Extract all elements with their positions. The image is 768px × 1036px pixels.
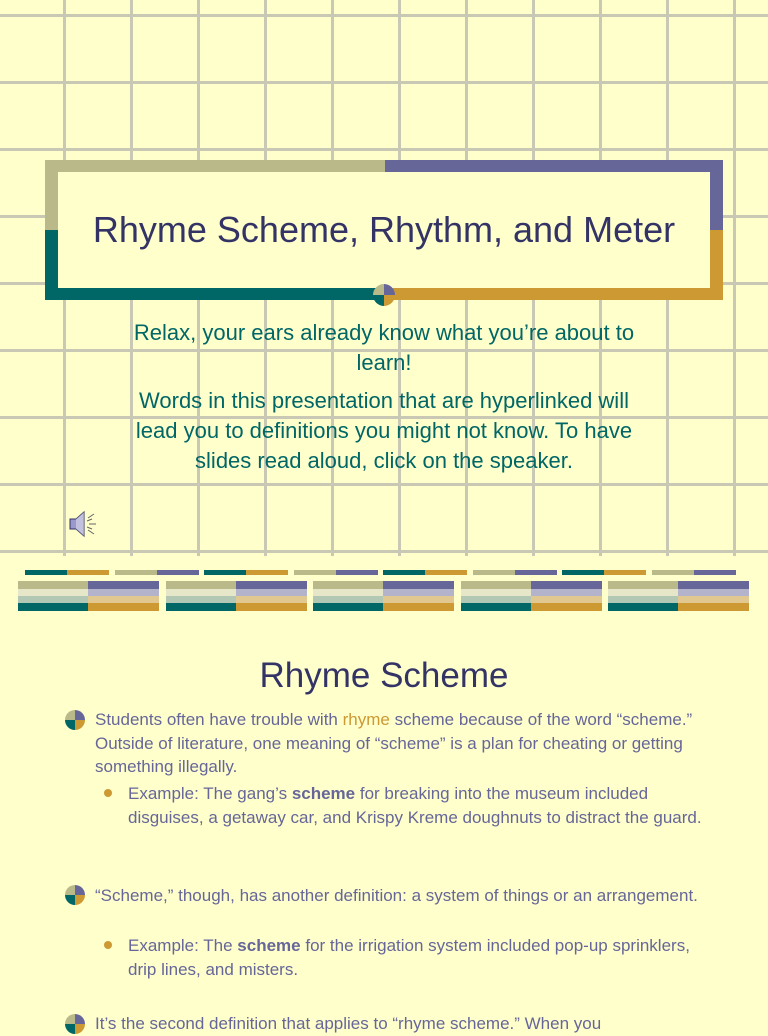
frame-bottom-right xyxy=(385,288,723,300)
bullet-icon xyxy=(65,885,85,905)
separator-dash xyxy=(115,570,157,575)
frame-bottom-left xyxy=(45,288,385,300)
separator-dash xyxy=(562,570,604,575)
paragraph-1 xyxy=(95,708,715,779)
separator-dash xyxy=(515,570,557,575)
bullet-icon xyxy=(65,710,85,730)
subtitle-line-1: Relax, your ears already know what you’re about to learn! xyxy=(133,320,635,375)
s2-text-rest: for the irrigation system included pop-up sprinklers, drip lines, and misters. xyxy=(128,936,690,979)
separator-dash xyxy=(694,570,736,575)
separator-dash xyxy=(336,570,378,575)
slide-2-title: Rhyme Scheme xyxy=(259,656,509,695)
separator-block xyxy=(18,581,159,611)
slide-title: Rhyme Scheme, Rhythm, and Meter xyxy=(92,209,676,250)
paragraph-3: It’s the second definition that applies to “rhyme scheme.” When you xyxy=(95,1014,602,1033)
bullet-icon xyxy=(65,1014,85,1034)
separator-dash xyxy=(473,570,515,575)
sub-paragraph-2 xyxy=(128,934,718,981)
sub-bullet-dot xyxy=(104,941,112,949)
s2-bold: scheme xyxy=(237,936,301,955)
sub-paragraph-1 xyxy=(128,782,718,829)
frame-left-top xyxy=(45,160,58,230)
s1-text-rest: for breaking into the museum included disguises, a getaway car, and Krispy Kreme doughnuts to distract the guard. xyxy=(128,784,702,827)
separator-dash xyxy=(25,570,67,575)
title-area xyxy=(58,172,710,288)
sub-bullet-dot xyxy=(104,789,112,797)
s2-text: Example: The xyxy=(128,936,238,955)
p1-text: Students often have trouble with xyxy=(95,710,343,729)
separator-dash xyxy=(204,570,246,575)
separator-dash xyxy=(157,570,199,575)
separator-dash xyxy=(294,570,336,575)
separator-block xyxy=(608,581,749,611)
frame-top-right xyxy=(385,160,723,172)
frame-right-top xyxy=(710,160,723,230)
separator-dash xyxy=(67,570,109,575)
separator-dash xyxy=(652,570,694,575)
paragraph-2: “Scheme,” though, has another definition: a system of things or an arrangement. xyxy=(95,886,698,905)
subtitle xyxy=(130,318,638,484)
frame-top-left xyxy=(45,160,385,172)
separator-block xyxy=(166,581,307,611)
frame-knot-icon xyxy=(373,284,395,306)
separator-block xyxy=(461,581,602,611)
separator-dash xyxy=(425,570,467,575)
separator-dash xyxy=(383,570,425,575)
separator-dash xyxy=(246,570,288,575)
speaker-icon[interactable] xyxy=(66,508,100,540)
p1-text-rest: scheme because of the word “scheme.” Outside of literature, one meaning of “scheme” is a plan for cheating or getting something illegally. xyxy=(95,710,693,776)
s1-text: Example: The gang’s xyxy=(128,784,292,803)
rhyme-link[interactable]: rhyme xyxy=(342,710,390,729)
s1-bold: scheme xyxy=(291,784,356,803)
subtitle-line-2: Words in this presentation that are hyperlinked will lead you to definitions you might not know. To have slides read aloud, click on the speaker. xyxy=(135,388,633,473)
separator-dash xyxy=(604,570,646,575)
separator-block xyxy=(313,581,454,611)
